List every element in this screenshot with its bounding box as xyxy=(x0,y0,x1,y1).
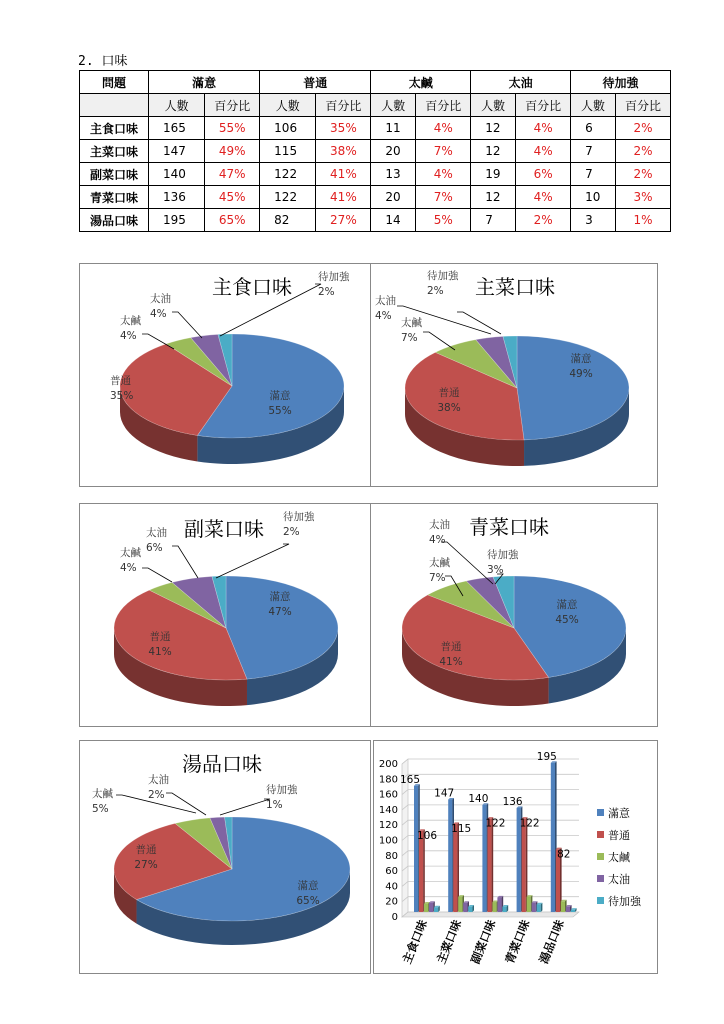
row-label: 副菜口味 xyxy=(80,163,149,186)
table-header-row xyxy=(80,71,671,94)
pie-slice-label: 太鹹 7% xyxy=(429,557,450,584)
row-label: 湯品口味 xyxy=(80,209,149,232)
y-tick-label: 100 xyxy=(378,835,398,847)
subheader-count: 人數 xyxy=(149,94,205,117)
pie-chart-title: 青菜口味 xyxy=(469,515,549,539)
pie-slice-label: 太油 4% xyxy=(375,295,396,322)
percent-cell: 4% xyxy=(416,163,471,186)
percent-cell: 3% xyxy=(616,186,671,209)
bar-待加強 xyxy=(468,907,472,912)
pie-slice-label: 待加強 1% xyxy=(266,784,298,811)
bar-普通 xyxy=(453,824,457,912)
bar-太油 xyxy=(497,897,501,912)
count-cell: 106 xyxy=(260,117,316,140)
bar-待加強 xyxy=(434,907,438,912)
section-title: 2. 口味 xyxy=(78,54,128,69)
leader-line xyxy=(457,312,501,334)
table-row xyxy=(80,117,671,140)
y-tick-label: 140 xyxy=(378,804,398,816)
percent-cell: 4% xyxy=(416,117,471,140)
bar-data-label: 147 xyxy=(434,787,455,800)
group-header: 太鹹 xyxy=(371,71,471,94)
pie-slice-label: 滿意 65% xyxy=(296,880,320,907)
x-tick-label: 主食口味 xyxy=(399,917,430,966)
count-cell: 14 xyxy=(371,209,416,232)
pie-slice-label: 待加強 2% xyxy=(283,511,315,538)
bar-普通 xyxy=(487,819,491,912)
pie-slice-label: 待加強 2% xyxy=(318,271,350,298)
pie-chart-main-dish xyxy=(371,264,657,486)
count-cell: 195 xyxy=(149,209,205,232)
table-row xyxy=(80,140,671,163)
bar-data-label: 122 xyxy=(485,817,506,830)
pie-slice-label: 普通 38% xyxy=(437,387,461,414)
bar-太鹹 xyxy=(527,897,531,912)
bar-滿意 xyxy=(448,800,452,912)
pie-slice-label: 太鹹 5% xyxy=(92,788,113,815)
pie-slice-label: 太鹹 7% xyxy=(401,317,422,344)
count-cell: 20 xyxy=(371,186,416,209)
bar-太油 xyxy=(566,907,570,912)
table-subheader-row xyxy=(80,94,671,117)
subheader-blank xyxy=(80,94,149,117)
percent-cell: 49% xyxy=(205,140,260,163)
bar-太油 xyxy=(429,903,433,912)
percent-cell: 7% xyxy=(416,140,471,163)
legend-label: 太油 xyxy=(608,873,630,886)
pie-slice-label: 太油 4% xyxy=(150,293,171,320)
legend-label: 待加強 xyxy=(608,895,641,908)
legend-swatch xyxy=(597,875,604,882)
percent-cell: 5% xyxy=(416,209,471,232)
legend-swatch xyxy=(597,831,604,838)
row-label: 主食口味 xyxy=(80,117,149,140)
count-cell: 165 xyxy=(149,117,205,140)
corner-header: 問題 xyxy=(80,71,149,94)
group-header: 待加強 xyxy=(571,71,671,94)
bar-普通 xyxy=(419,831,423,912)
pie-slice-label: 太鹹 4% xyxy=(120,547,141,574)
bar-data-label: 82 xyxy=(557,848,571,861)
count-cell: 115 xyxy=(260,140,316,163)
pie-slice-label: 普通 41% xyxy=(148,631,172,658)
y-tick-label: 180 xyxy=(378,774,398,786)
percent-cell: 4% xyxy=(516,140,571,163)
leader-line xyxy=(142,568,172,582)
pie-chart-soup xyxy=(80,741,370,973)
pie-chart-staple xyxy=(80,264,370,486)
pie-slice-label: 滿意 47% xyxy=(268,591,292,618)
pie-panel-side-dish xyxy=(79,503,371,727)
table-row xyxy=(80,209,671,232)
percent-cell: 45% xyxy=(205,186,260,209)
group-header: 滿意 xyxy=(149,71,260,94)
count-cell: 20 xyxy=(371,140,416,163)
count-cell: 11 xyxy=(371,117,416,140)
bar-data-label: 136 xyxy=(502,795,523,808)
percent-cell: 7% xyxy=(416,186,471,209)
subheader-count: 人數 xyxy=(371,94,416,117)
bar-太鹹 xyxy=(561,901,565,912)
pie-slice-label: 滿意 55% xyxy=(268,390,292,417)
bar-data-label: 122 xyxy=(519,817,540,830)
pie-chart-title: 主食口味 xyxy=(212,275,292,299)
percent-cell: 27% xyxy=(316,209,371,232)
pie-slice-label: 普通 35% xyxy=(110,375,134,402)
pie-chart-vegetable xyxy=(371,504,657,726)
y-tick-label: 20 xyxy=(385,896,398,908)
percent-cell: 4% xyxy=(516,186,571,209)
y-tick-label: 60 xyxy=(385,866,398,878)
legend-swatch xyxy=(597,897,604,904)
bar-太鹹 xyxy=(458,897,462,912)
count-cell: 140 xyxy=(149,163,205,186)
y-tick-label: 80 xyxy=(385,850,398,862)
count-cell: 122 xyxy=(260,163,316,186)
count-cell: 19 xyxy=(471,163,516,186)
group-header: 太油 xyxy=(471,71,571,94)
bar-太油 xyxy=(532,903,536,912)
bar-待加強 xyxy=(537,904,541,912)
leader-line xyxy=(216,544,289,578)
pie-slice-label: 太油 6% xyxy=(146,527,167,554)
pie-slice-label: 太油 4% xyxy=(429,519,450,546)
subheader-percent: 百分比 xyxy=(616,94,671,117)
percent-cell: 41% xyxy=(316,163,371,186)
pie-slice-label: 待加強 3% xyxy=(487,549,519,576)
subheader-count: 人數 xyxy=(260,94,316,117)
percent-cell: 35% xyxy=(316,117,371,140)
table-body xyxy=(80,117,671,232)
pie-slice-label: 太鹹 4% xyxy=(120,315,141,342)
percent-cell: 1% xyxy=(616,209,671,232)
bar-side xyxy=(541,903,543,912)
percent-cell: 2% xyxy=(616,117,671,140)
count-cell: 13 xyxy=(371,163,416,186)
pie-slice-label: 普通 41% xyxy=(439,641,463,668)
count-cell: 82 xyxy=(260,209,316,232)
chart-floor xyxy=(402,912,579,917)
pie-chart-title: 副菜口味 xyxy=(184,517,264,541)
bar-太油 xyxy=(463,903,467,912)
y-tick-label: 0 xyxy=(391,912,398,923)
percent-cell: 2% xyxy=(516,209,571,232)
leader-line xyxy=(166,793,206,815)
subheader-percent: 百分比 xyxy=(416,94,471,117)
legend-label: 滿意 xyxy=(608,807,630,820)
pie-chart-title: 主菜口味 xyxy=(475,275,555,299)
subheader-count: 人數 xyxy=(471,94,516,117)
leader-line xyxy=(172,312,202,338)
subheader-count: 人數 xyxy=(571,94,616,117)
bar-滿意 xyxy=(551,763,555,912)
percent-cell: 6% xyxy=(516,163,571,186)
count-cell: 136 xyxy=(149,186,205,209)
y-tick-label: 120 xyxy=(378,820,398,832)
percent-cell: 2% xyxy=(616,163,671,186)
count-cell: 6 xyxy=(571,117,616,140)
pie-slice-label: 滿意 49% xyxy=(569,353,593,380)
bar-data-label: 165 xyxy=(399,773,421,786)
count-cell: 7 xyxy=(471,209,516,232)
legend-swatch xyxy=(597,809,604,816)
legend-label: 太鹹 xyxy=(608,851,630,864)
x-tick-label: 青菜口味 xyxy=(502,917,533,966)
y-tick-label: 200 xyxy=(378,759,398,770)
count-cell: 7 xyxy=(571,163,616,186)
percent-cell: 38% xyxy=(316,140,371,163)
percent-cell: 55% xyxy=(205,117,260,140)
x-tick-label: 湯品口味 xyxy=(536,917,567,966)
bar-待加強 xyxy=(571,910,575,912)
bar-data-label: 115 xyxy=(451,823,472,836)
bar-太鹹 xyxy=(492,902,496,912)
row-label: 青菜口味 xyxy=(80,186,149,209)
count-cell: 12 xyxy=(471,186,516,209)
count-cell: 12 xyxy=(471,117,516,140)
x-tick-label: 副菜口味 xyxy=(468,917,499,966)
pie-panel-vegetable xyxy=(370,503,658,727)
count-cell: 122 xyxy=(260,186,316,209)
pie-slice-label: 待加強 2% xyxy=(427,270,459,297)
bar-side xyxy=(492,817,494,912)
table-row xyxy=(80,186,671,209)
percent-cell: 2% xyxy=(616,140,671,163)
legend-label: 普通 xyxy=(608,829,630,842)
pie-panel-main-dish xyxy=(370,263,658,487)
bar-data-label: 195 xyxy=(536,750,557,763)
bar-chart-summary xyxy=(374,741,657,973)
count-cell: 3 xyxy=(571,209,616,232)
percent-cell: 41% xyxy=(316,186,371,209)
pie-slice-label: 太油 2% xyxy=(148,774,169,801)
pie-panel-staple xyxy=(79,263,371,487)
bar-data-label: 140 xyxy=(468,792,489,805)
count-cell: 147 xyxy=(149,140,205,163)
percent-cell: 47% xyxy=(205,163,260,186)
pie-chart-title: 湯品口味 xyxy=(182,752,262,776)
taste-table xyxy=(79,70,671,232)
percent-cell: 4% xyxy=(516,117,571,140)
leader-line xyxy=(220,799,270,815)
row-label: 主菜口味 xyxy=(80,140,149,163)
group-header: 普通 xyxy=(260,71,371,94)
count-cell: 10 xyxy=(571,186,616,209)
bar-太鹹 xyxy=(424,904,428,912)
pie-slice-label: 滿意 45% xyxy=(555,599,579,626)
subheader-percent: 百分比 xyxy=(205,94,260,117)
pie-panel-soup xyxy=(79,740,371,974)
count-cell: 7 xyxy=(571,140,616,163)
subheader-percent: 百分比 xyxy=(316,94,371,117)
pie-chart-side-dish xyxy=(80,504,370,726)
table-row xyxy=(80,163,671,186)
pie-slice-label: 普通 27% xyxy=(134,844,158,871)
bar-data-label: 106 xyxy=(416,829,438,842)
count-cell: 12 xyxy=(471,140,516,163)
legend-swatch xyxy=(597,853,604,860)
bar-待加強 xyxy=(502,907,506,912)
bar-panel-summary xyxy=(373,740,658,974)
subheader-percent: 百分比 xyxy=(516,94,571,117)
y-tick-label: 160 xyxy=(378,789,398,801)
y-tick-label: 40 xyxy=(385,881,398,893)
bar-普通 xyxy=(522,819,526,912)
x-tick-label: 主菜口味 xyxy=(433,917,465,966)
leader-line xyxy=(172,546,198,578)
percent-cell: 65% xyxy=(205,209,260,232)
bar-滿意 xyxy=(414,786,418,912)
